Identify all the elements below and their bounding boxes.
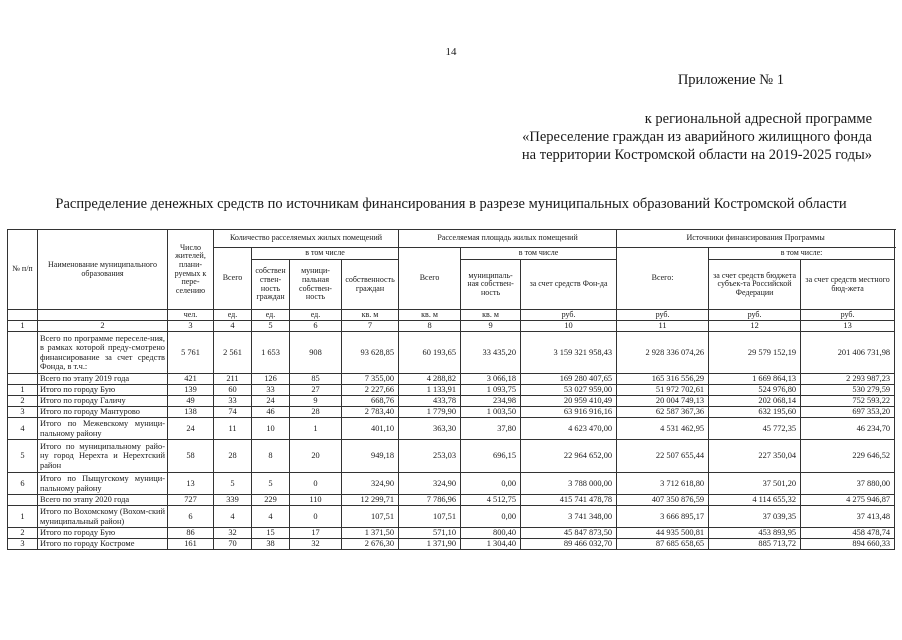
- table-cell: 37 880,00: [801, 473, 895, 495]
- table-cell: 53 027 959,00: [521, 385, 617, 396]
- table-cell: 46 234,70: [801, 418, 895, 440]
- appendix-subtitle: [522, 110, 872, 164]
- table-cell: 7 786,96: [399, 495, 461, 506]
- table-cell: 24: [252, 396, 290, 407]
- table-cell: 752 593,22: [801, 396, 895, 407]
- table-cell: 22 507 655,44: [617, 440, 709, 473]
- table-cell: 60: [214, 385, 252, 396]
- row-name: Итого по городу Бую: [38, 385, 168, 396]
- table-body: [8, 332, 895, 550]
- table-cell: 4 512,75: [461, 495, 521, 506]
- table-cell: 4: [214, 506, 252, 528]
- table-cell: 3 159 321 958,43: [521, 332, 617, 374]
- table-cell: 107,51: [342, 506, 399, 528]
- header-finance-total: Всего:: [617, 248, 709, 310]
- table-cell: 524 976,80: [709, 385, 801, 396]
- table-cell: 2 676,30: [342, 539, 399, 550]
- table-cell: 229: [252, 495, 290, 506]
- table-cell: 139: [168, 385, 214, 396]
- table-cell: 415 741 478,78: [521, 495, 617, 506]
- table-cell: 20: [290, 440, 342, 473]
- table-cell: 37,80: [461, 418, 521, 440]
- table-cell: 29 579 152,19: [709, 332, 801, 374]
- table-cell: 2 928 336 074,26: [617, 332, 709, 374]
- table-cell: 1 779,90: [399, 407, 461, 418]
- table-cell: 86: [168, 528, 214, 539]
- table-cell: 17: [290, 528, 342, 539]
- header-finance-incl: в том числе:: [709, 248, 895, 260]
- table-cell: 1 003,50: [461, 407, 521, 418]
- table-row: [8, 495, 895, 506]
- table-cell: 453 893,95: [709, 528, 801, 539]
- table-cell: 27: [290, 385, 342, 396]
- row-name: Итого по Пыщугскому муници-пальному району: [38, 473, 168, 495]
- table-cell: 85: [290, 374, 342, 385]
- table-cell: 49: [168, 396, 214, 407]
- column-number: 11: [617, 321, 709, 332]
- row-number: 2: [8, 396, 38, 407]
- table-cell: 7 355,00: [342, 374, 399, 385]
- row-name: Итого по городу Мантурово: [38, 407, 168, 418]
- row-name: Итого по Вохомскому (Вохом-ский муниципальный район): [38, 506, 168, 528]
- table-cell: 62 587 367,36: [617, 407, 709, 418]
- column-number: 2: [38, 321, 168, 332]
- column-number: 13: [801, 321, 895, 332]
- header-num: № п/п: [8, 230, 38, 310]
- column-number: 1: [8, 321, 38, 332]
- table-cell: 253,03: [399, 440, 461, 473]
- appendix-subtitle-line: на территории Костромской области на 2019-2025 годы»: [521, 147, 872, 163]
- table-cell: 5: [214, 473, 252, 495]
- unit-cell: руб.: [521, 310, 617, 321]
- row-number: 2: [8, 528, 38, 539]
- header-rooms-municipal: муници-пальная собствен-ность: [290, 260, 342, 310]
- header-local: за счет средств местного бюд-жета: [801, 260, 895, 310]
- table-cell: 32: [214, 528, 252, 539]
- table-cell: 401,10: [342, 418, 399, 440]
- table-cell: 407 350 876,59: [617, 495, 709, 506]
- table-cell: 28: [214, 440, 252, 473]
- table-row: [8, 440, 895, 473]
- table-cell: 571,10: [399, 528, 461, 539]
- table-cell: 37 413,48: [801, 506, 895, 528]
- column-number: 8: [399, 321, 461, 332]
- unit-cell: ед.: [252, 310, 290, 321]
- header-rooms-private: собствен ствен-ность граждан: [252, 260, 290, 310]
- table-cell: 165 316 556,29: [617, 374, 709, 385]
- table-cell: 44 935 500,81: [617, 528, 709, 539]
- column-number: 3: [168, 321, 214, 332]
- table-cell: 421: [168, 374, 214, 385]
- table-cell: 63 916 916,16: [521, 407, 617, 418]
- table-cell: 45 847 873,50: [521, 528, 617, 539]
- table-cell: 3 666 895,17: [617, 506, 709, 528]
- table-row: [8, 539, 895, 550]
- table-cell: 894 660,33: [801, 539, 895, 550]
- table-cell: 28: [290, 407, 342, 418]
- table-cell: 93 628,85: [342, 332, 399, 374]
- table-row: [8, 473, 895, 495]
- unit-cell: руб.: [801, 310, 895, 321]
- table-cell: 1 669 864,13: [709, 374, 801, 385]
- table-cell: 13: [168, 473, 214, 495]
- table-cell: 433,78: [399, 396, 461, 407]
- table-cell: 1 133,91: [399, 385, 461, 396]
- table-cell: 324,90: [342, 473, 399, 495]
- table-cell: 24: [168, 418, 214, 440]
- unit-cell: руб.: [617, 310, 709, 321]
- table-cell: 1 653: [252, 332, 290, 374]
- unit-cell: руб.: [709, 310, 801, 321]
- row-name: Итого по городу Галичу: [38, 396, 168, 407]
- table-cell: 4 531 462,95: [617, 418, 709, 440]
- header-area-private: собственность граждан: [342, 260, 399, 310]
- table-cell: 2 293 987,23: [801, 374, 895, 385]
- row-name: Всего по программе переселе-ния, в рамках которой преду-смотрено финансирование за счет средств Фонда, в т.ч.:: [38, 332, 168, 374]
- table-cell: 4 288,82: [399, 374, 461, 385]
- table-cell: 0,00: [461, 473, 521, 495]
- table-cell: 1 371,50: [342, 528, 399, 539]
- appendix-subtitle-line: к региональной адресной программе: [644, 111, 872, 127]
- header-area-total: Всего: [399, 248, 461, 310]
- table-cell: 37 039,35: [709, 506, 801, 528]
- row-name: Всего по этапу 2019 года: [38, 374, 168, 385]
- table-cell: 229 646,52: [801, 440, 895, 473]
- row-number: 6: [8, 473, 38, 495]
- header-rooms-total: Всего: [214, 248, 252, 310]
- column-number: 6: [290, 321, 342, 332]
- table-row: [8, 385, 895, 396]
- table-row: [8, 407, 895, 418]
- table-cell: 74: [214, 407, 252, 418]
- table-cell: 339: [214, 495, 252, 506]
- table-row: [8, 506, 895, 528]
- table-cell: 324,90: [399, 473, 461, 495]
- table-cell: 87 685 658,65: [617, 539, 709, 550]
- table-cell: 727: [168, 495, 214, 506]
- row-name: Итого по городу Костроме: [38, 539, 168, 550]
- table-cell: 697 353,20: [801, 407, 895, 418]
- table-cell: 202 068,14: [709, 396, 801, 407]
- table-cell: 20 959 410,49: [521, 396, 617, 407]
- table-cell: 2 783,40: [342, 407, 399, 418]
- unit-cell: [8, 310, 38, 321]
- table-cell: 227 350,04: [709, 440, 801, 473]
- unit-cell: ед.: [290, 310, 342, 321]
- table-cell: 138: [168, 407, 214, 418]
- table-cell: 60 193,65: [399, 332, 461, 374]
- row-name: Итого по муниципальному райо-ну город Нерехта и Нерехтский район: [38, 440, 168, 473]
- row-number: 3: [8, 407, 38, 418]
- table-cell: 668,76: [342, 396, 399, 407]
- row-name: Итого по Межевскому муници-пальному району: [38, 418, 168, 440]
- table-cell: 2 227,66: [342, 385, 399, 396]
- table-cell: 4 623 470,00: [521, 418, 617, 440]
- unit-cell: кв. м: [342, 310, 399, 321]
- table-cell: 4 114 655,32: [709, 495, 801, 506]
- table-cell: 0: [290, 473, 342, 495]
- header-rooms-group: Количество расселяемых жилых помещений: [214, 230, 399, 248]
- table-cell: 10: [252, 418, 290, 440]
- table-cell: 2 561: [214, 332, 252, 374]
- table-cell: 3 741 348,00: [521, 506, 617, 528]
- row-number: [8, 495, 38, 506]
- appendix-title: Приложение № 1: [677, 72, 784, 88]
- table-cell: 211: [214, 374, 252, 385]
- table-cell: 234,98: [461, 396, 521, 407]
- table-cell: 1 371,90: [399, 539, 461, 550]
- column-number: 10: [521, 321, 617, 332]
- table-cell: 110: [290, 495, 342, 506]
- header-area-municipal: муниципаль-ная собствен-ность: [461, 260, 521, 310]
- table-row: [8, 332, 895, 374]
- table-cell: 33 435,20: [461, 332, 521, 374]
- table-cell: 201 406 731,98: [801, 332, 895, 374]
- table-cell: 885 713,72: [709, 539, 801, 550]
- table-row: [8, 374, 895, 385]
- column-number: 4: [214, 321, 252, 332]
- document-heading: Распределение денежных средств по источникам финансирования в разрезе муниципальных образований Костромской области: [55, 196, 847, 212]
- table-cell: 3 066,18: [461, 374, 521, 385]
- header-rooms-incl: в том числе: [252, 248, 399, 260]
- table-cell: 169 280 407,65: [521, 374, 617, 385]
- table-cell: 5: [252, 473, 290, 495]
- table-cell: 9: [290, 396, 342, 407]
- header-fund: за счет средств Фон-да: [521, 260, 617, 310]
- financing-table: [7, 229, 895, 550]
- header-region: за счет средств бюджета субъек-та Российской Федерации: [709, 260, 801, 310]
- table-cell: 696,15: [461, 440, 521, 473]
- table-cell: 51 972 702,61: [617, 385, 709, 396]
- table-row: [8, 528, 895, 539]
- table-cell: 5 761: [168, 332, 214, 374]
- table-cell: 458 478,74: [801, 528, 895, 539]
- table-cell: 37 501,20: [709, 473, 801, 495]
- row-name: Итого по городу Бую: [38, 528, 168, 539]
- table-cell: 1 304,40: [461, 539, 521, 550]
- table-cell: 33: [214, 396, 252, 407]
- unit-cell: кв. м: [399, 310, 461, 321]
- table-cell: 4: [252, 506, 290, 528]
- table-cell: 46: [252, 407, 290, 418]
- column-number: 5: [252, 321, 290, 332]
- page-number: 14: [445, 46, 457, 58]
- table-cell: 15: [252, 528, 290, 539]
- table-row: [8, 418, 895, 440]
- table-cell: 32: [290, 539, 342, 550]
- header-area-incl: в том числе: [461, 248, 617, 260]
- table-cell: 38: [252, 539, 290, 550]
- table-cell: 363,30: [399, 418, 461, 440]
- table-cell: 11: [214, 418, 252, 440]
- table-cell: 58: [168, 440, 214, 473]
- column-number: 9: [461, 321, 521, 332]
- table-cell: 3 788 000,00: [521, 473, 617, 495]
- column-number: 12: [709, 321, 801, 332]
- table-cell: 4 275 946,87: [801, 495, 895, 506]
- table-cell: 107,51: [399, 506, 461, 528]
- row-number: 1: [8, 506, 38, 528]
- table-cell: 3 712 618,80: [617, 473, 709, 495]
- table-cell: 45 772,35: [709, 418, 801, 440]
- header-residents: Число жителей, плани-руемых к пере-селению: [168, 230, 214, 310]
- table-cell: 20 004 749,13: [617, 396, 709, 407]
- table-cell: 1: [290, 418, 342, 440]
- header-finance-group: Источники финансирования Программы: [617, 230, 895, 248]
- header-name: Наименование муниципального образования: [38, 230, 168, 310]
- appendix-subtitle-line: «Переселение граждан из аварийного жилищного фонда: [522, 129, 872, 145]
- table-row: [8, 396, 895, 407]
- row-number: 4: [8, 418, 38, 440]
- unit-cell: кв. м: [461, 310, 521, 321]
- table-cell: 70: [214, 539, 252, 550]
- table-cell: 33: [252, 385, 290, 396]
- table-cell: 22 964 652,00: [521, 440, 617, 473]
- row-number: [8, 332, 38, 374]
- unit-cell: [38, 310, 168, 321]
- unit-cell: чел.: [168, 310, 214, 321]
- row-number: 3: [8, 539, 38, 550]
- table-cell: 1 093,75: [461, 385, 521, 396]
- row-number: 1: [8, 385, 38, 396]
- table-cell: 800,40: [461, 528, 521, 539]
- table-cell: 0: [290, 506, 342, 528]
- table-cell: 0,00: [461, 506, 521, 528]
- unit-cell: ед.: [214, 310, 252, 321]
- table-cell: 12 299,71: [342, 495, 399, 506]
- table-cell: 949,18: [342, 440, 399, 473]
- table-cell: 6: [168, 506, 214, 528]
- table-cell: 161: [168, 539, 214, 550]
- row-number: [8, 374, 38, 385]
- header-area-group: Расселяемая площадь жилых помещений: [399, 230, 617, 248]
- table-cell: 632 195,60: [709, 407, 801, 418]
- row-name: Всего по этапу 2020 года: [38, 495, 168, 506]
- table-cell: 89 466 032,70: [521, 539, 617, 550]
- table-cell: 530 279,59: [801, 385, 895, 396]
- table-cell: 126: [252, 374, 290, 385]
- row-number: 5: [8, 440, 38, 473]
- table-cell: 8: [252, 440, 290, 473]
- table-cell: 908: [290, 332, 342, 374]
- column-number: 7: [342, 321, 399, 332]
